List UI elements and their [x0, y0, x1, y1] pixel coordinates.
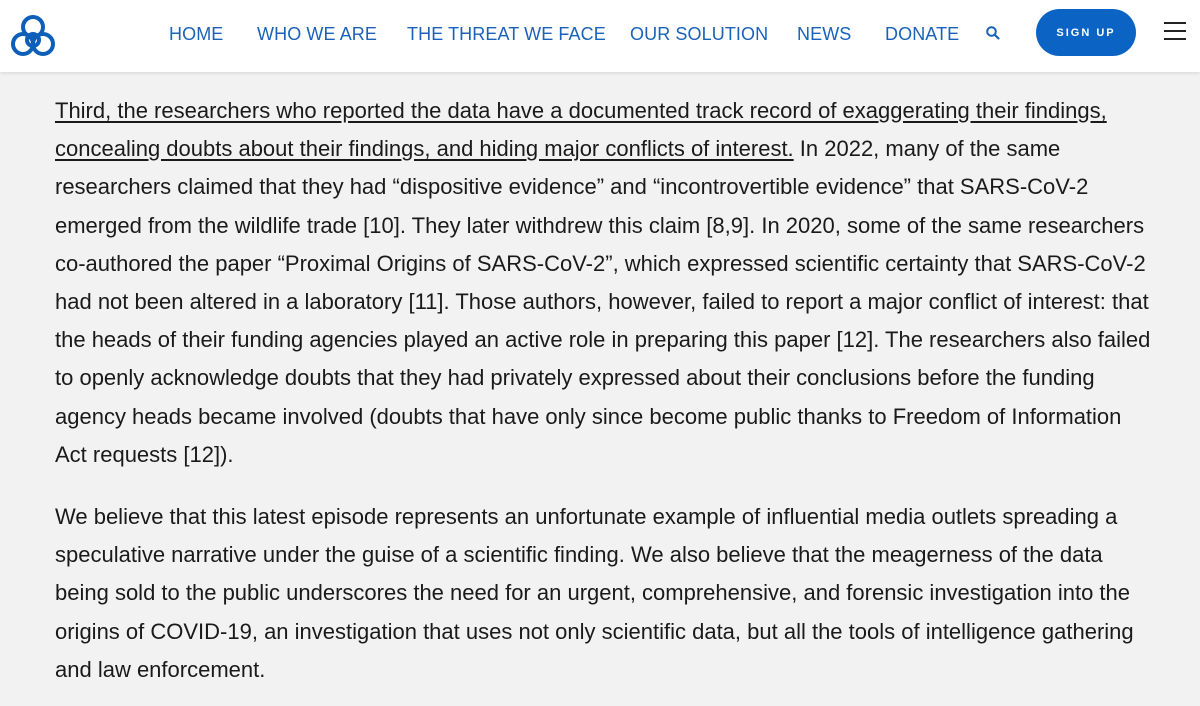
main-nav — [0, 0, 1200, 72]
nav-item-donate[interactable]: DONATE — [885, 24, 960, 44]
nav-item-home[interactable]: HOME — [169, 24, 224, 44]
search-icon[interactable] — [985, 25, 1001, 41]
article-link[interactable]: Third, the researchers who reported the data have a documented track record of exaggerating their findings, concealing doubts about their findings, and hiding major conflicts of interest. — [55, 98, 1107, 162]
hamburger-menu-icon[interactable] — [1164, 20, 1188, 42]
nav-item-who-we-are[interactable]: WHO WE ARE — [257, 24, 378, 44]
nav-item-news[interactable]: NEWS — [797, 24, 852, 44]
article-text: In 2022, many of the same researchers claimed that they had “dispositive evidence” and “incontrovertible evidence” that SARS-CoV-2 emerged from the wildlife trade [10]. They later withdrew this claim [8,9]. In 2020, some of the same researchers co-authored the paper “Proximal Origins of SARS-CoV-2”, which expressed scientific certainty that SARS-CoV-2 had not been altered in a laboratory [11]. Those authors, however, failed to report a major conflict of interest: that the heads of their funding agencies played an active role in preparing this paper [12]. The researchers also failed to openly acknowledge doubts that they had privately expressed about their conclusions before the funding agency heads became involved (doubts that have only since become public thanks to Freedom of Information Act requests [12]). — [55, 136, 1151, 467]
nav-item-our-solution[interactable]: OUR SOLUTION — [630, 24, 769, 44]
site-header — [0, 0, 1200, 72]
article-body — [55, 92, 1155, 689]
nav-item-the-threat-we-face[interactable]: THE THREAT WE FACE — [407, 24, 606, 44]
article-paragraph — [55, 92, 1155, 474]
sign-up-button[interactable]: SIGN UP — [1036, 9, 1136, 56]
article-paragraph: We believe that this latest episode represents an unfortunate example of influential media outlets spreading a speculative narrative under the guise of a scientific finding. We also believe that the meagerness of the data being sold to the public underscores the need for an urgent, comprehensive, and forensic investigation into the origins of COVID-19, an investigation that uses not only scientific data, but all the tools of intelligence gathering and law enforcement. — [55, 504, 1134, 682]
